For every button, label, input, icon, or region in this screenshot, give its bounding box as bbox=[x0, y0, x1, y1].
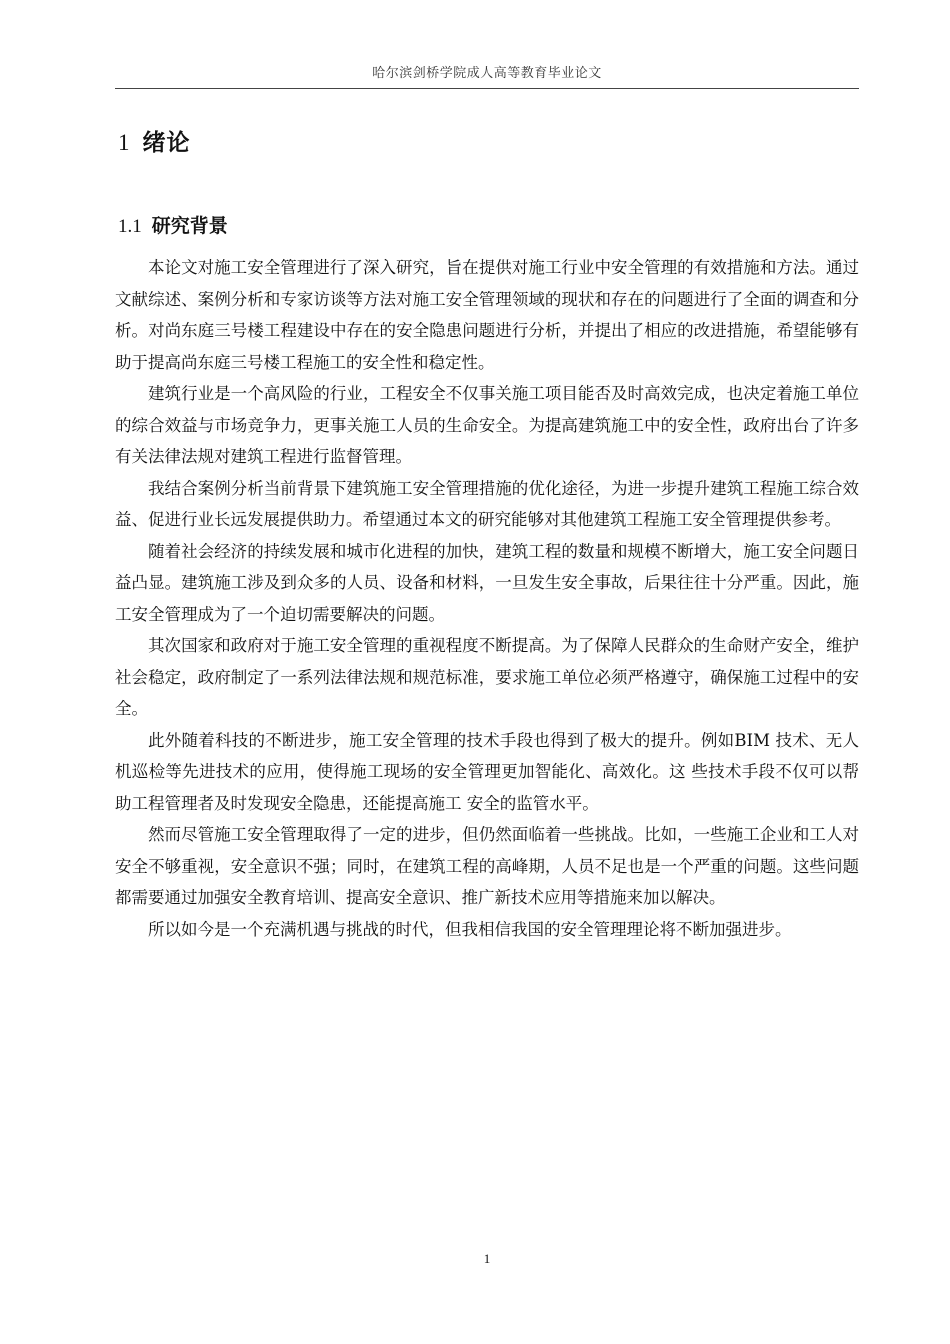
paragraph: 随着社会经济的持续发展和城市化进程的加快，建筑工程的数量和规模不断增大，施工安全问题日益凸显。建筑施工涉及到众多的人员、设备和材料，一旦发生安全事故，后果往往十分严重。因此，施工安全管理成为了一个迫切需要解决的问题。 bbox=[115, 541, 859, 624]
body-text bbox=[115, 252, 859, 945]
chapter-heading bbox=[118, 124, 191, 157]
paragraph: 然而尽管施工安全管理取得了一定的进步，但仍然面临着一些挑战。比如，一些施工企业和工人对安全不够重视，安全意识不强；同时，在建筑工程的高峰期，人员不足也是一个严重的问题。这些问题都需要通过加强安全教育培训、提高安全意识、推广新技术应用等措施来加以解决。 bbox=[115, 825, 859, 907]
paragraph: 我结合案例分析当前背景下建筑施工安全管理措施的优化途径，为进一步提升建筑工程施工综合效益、促进行业长远发展提供助力。希望通过本文的研究能够对其他建筑工程施工安全管理提供参考。 bbox=[115, 478, 859, 529]
paragraph: 建筑行业是一个高风险的行业，工程安全不仅事关施工项目能否及时高效完成，也决定着施工单位的综合效益与市场竞争力，更事关施工人员的生命安全。为提高建筑施工中的安全性，政府出台了许多有关法律法规对建筑工程进行监督管理。 bbox=[115, 384, 859, 466]
paragraph: 其次国家和政府对于施工安全管理的重视程度不断提高。为了保障人民群众的生命财产安全，维护社会稳定，政府制定了一系列法律法规和规范标准，要求施工单位必须严格遵守，确保施工过程中的安全。 bbox=[115, 636, 859, 718]
running-header: 哈尔滨剑桥学院成人高等教育毕业论文 bbox=[372, 66, 602, 81]
chapter-title: 绪论 bbox=[142, 130, 191, 156]
section-heading bbox=[118, 211, 228, 238]
header-divider bbox=[115, 88, 859, 89]
paragraph: 所以如今是一个充满机遇与挑战的时代，但我相信我国的安全管理理论将不断加强进步。 bbox=[148, 919, 792, 939]
page-number: 1 bbox=[483, 1251, 491, 1266]
chapter-number: 1 bbox=[118, 130, 131, 155]
paragraph: 本论文对施工安全管理进行了深入研究，旨在提供对施工行业中安全管理的有效措施和方法。通过文献综述、案例分析和专家访谈等方法对施工安全管理领域的现状和存在的问题进行了全面的调查和分析。对尚东庭三号楼工程建设中存在的安全隐患问题进行分析，并提出了相应的改进措施，希望能够有助于提高尚东庭三号楼工程施工的安全性和稳定性。 bbox=[115, 258, 859, 372]
section-title: 研究背景 bbox=[151, 215, 228, 237]
section-number: 1.1 bbox=[118, 216, 142, 237]
paragraph: 此外随着科技的不断进步，施工安全管理的技术手段也得到了极大的提升。例如BIM 技术、无人机巡检等先进技术的应用，使得施工现场的安全管理更加智能化、高效化。这 些技术手段不仅可以帮助工程管理者及时发现安全隐患，还能提高施工 安全的监管水平。 bbox=[115, 730, 859, 813]
